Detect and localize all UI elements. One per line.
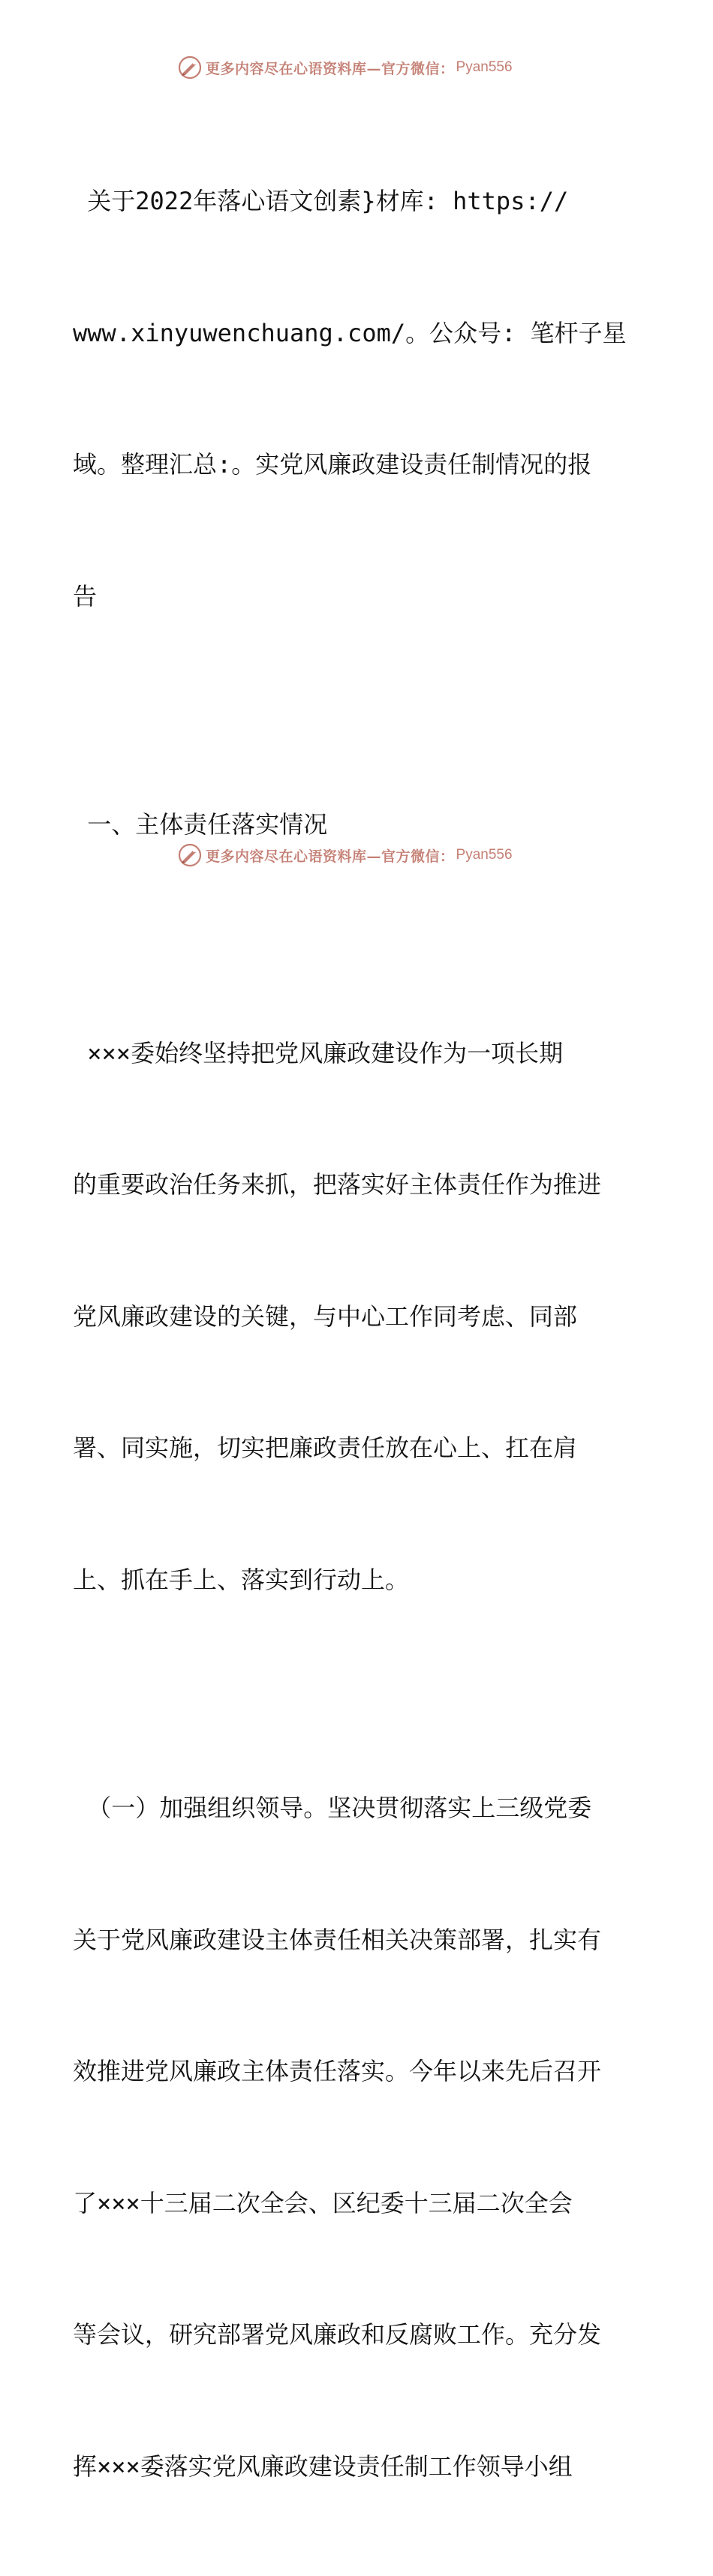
text-line: 效推进党风廉政主体责任落实。今年以来先后召开 [73, 2057, 602, 2085]
paragraph-intro [73, 92, 640, 706]
text-line: 一、主体责任落实情况 [73, 810, 328, 839]
text-line: 了×××十三届二次全会、区纪委十三届二次全会 [73, 2188, 573, 2217]
watermark-text: 更多内容尽在心语资料库—官方微信： [206, 848, 455, 865]
text-line: 域。整理汇总:。实党风廉政建设责任制情况的报 [73, 450, 592, 479]
text-line: 的重要政治任务来抓，把落实好主体责任作为推进 [73, 1170, 602, 1199]
text-line: 等会议，研究部署党风廉政和反腐败工作。充分发 [73, 2320, 602, 2349]
text-line: 挥×××委落实党风廉政建设责任制工作领导小组 [73, 2451, 573, 2481]
text-line: 署、同实施，切实把廉政责任放在心上、扛在肩 [73, 1434, 578, 1462]
watermark-text: 更多内容尽在心语资料库—官方微信： [206, 60, 455, 77]
pen-logo-icon [177, 55, 203, 80]
text-line: （一）加强组织领导。坚决贯彻落实上三级党委 [73, 1794, 592, 1822]
text-line: 上、抓在手上、落实到行动上。 [73, 1565, 410, 1594]
text-line: 党风廉政建设的关键，与中心工作同考虑、同部 [73, 1302, 578, 1331]
section-heading [73, 715, 640, 935]
pen-logo-icon [177, 842, 203, 868]
text-line: ×××委始终坚持把党风廉政建设作为一项长期 [73, 1038, 564, 1067]
paragraph-body-2 [73, 1698, 640, 2576]
paragraph-body-1 [73, 944, 640, 1690]
text-line: 关于2022年落心语文创素}材库: https:// [73, 187, 569, 215]
document-body [73, 92, 640, 2576]
text-line: www.xinyuwenchuang.com/。公众号: 笔杆子星 [73, 318, 627, 347]
watermark-footer [177, 842, 513, 869]
watermark-wechat-id: Pyan556 [456, 59, 513, 75]
watermark-wechat-id: Pyan556 [456, 847, 513, 863]
text-line: 告 [73, 581, 98, 611]
watermark-header [177, 54, 513, 81]
text-line: 关于党风廉政建设主体责任相关决策部署，扎实有 [73, 1925, 602, 1954]
